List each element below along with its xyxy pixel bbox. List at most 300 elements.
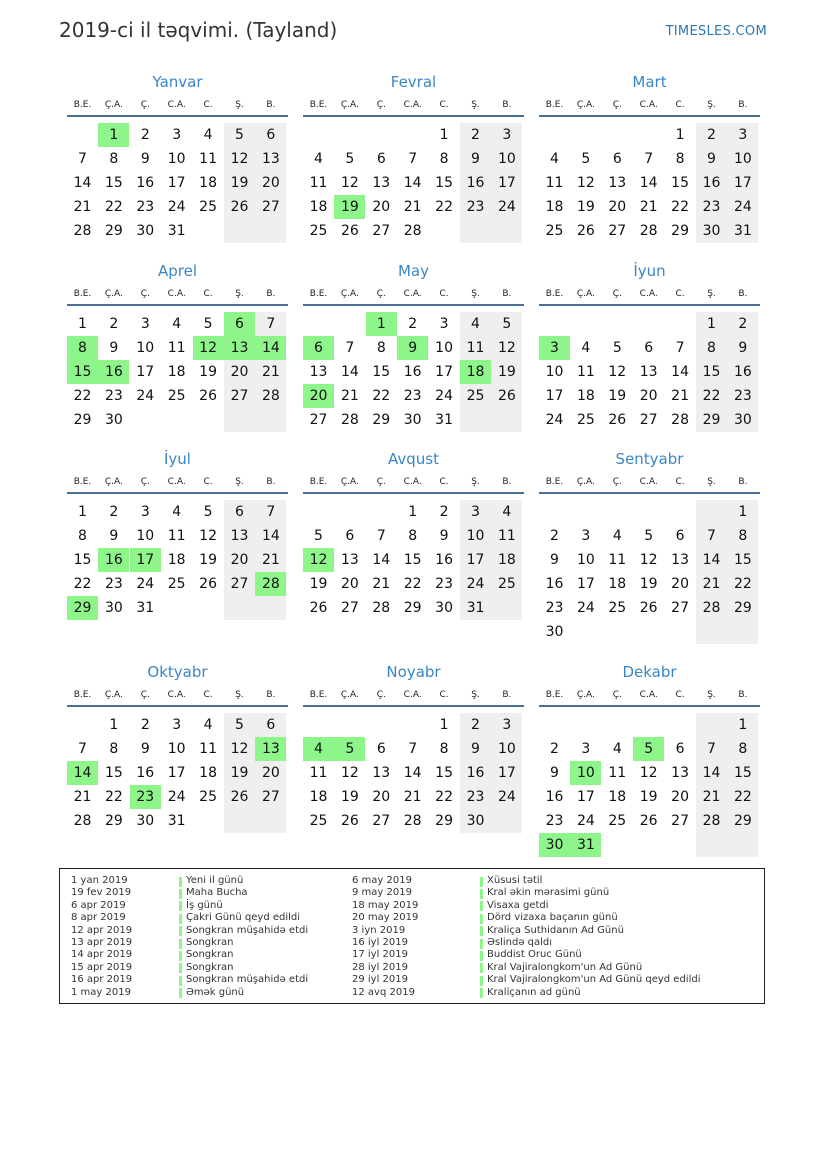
day-cell[interactable]: 10 (136, 528, 155, 544)
day-cell[interactable]: 29 (67, 596, 98, 620)
day-cell[interactable]: 15 (403, 552, 422, 568)
day-cell[interactable]: 29 (696, 408, 727, 432)
day-cell[interactable]: 4 (314, 151, 323, 167)
day-cell[interactable]: 31 (167, 223, 186, 239)
day-cell[interactable]: 5 (334, 737, 365, 761)
day-cell[interactable]: 1 (78, 504, 87, 520)
day-cell[interactable]: 16 (136, 765, 155, 781)
day-cell[interactable]: 14 (403, 175, 422, 191)
day-cell[interactable]: 7 (255, 312, 286, 336)
day-cell[interactable]: 30 (435, 600, 453, 616)
day-cell[interactable]: 31 (570, 833, 601, 857)
day-cell[interactable]: 3 (539, 336, 570, 360)
day-cell[interactable]: 5 (345, 151, 355, 167)
day-cell[interactable]: 23 (460, 785, 491, 809)
day-cell[interactable]: 23 (545, 813, 564, 829)
day-cell[interactable]: 6 (675, 528, 685, 544)
day-cell[interactable]: 7 (696, 737, 727, 761)
day-cell[interactable]: 15 (73, 552, 92, 568)
day-cell[interactable]: 16 (545, 576, 564, 592)
day-cell[interactable]: 21 (403, 199, 422, 215)
day-cell[interactable]: 2 (439, 504, 449, 520)
day-cell[interactable]: 17 (576, 576, 595, 592)
day-cell[interactable]: 24 (576, 813, 595, 829)
day-cell[interactable]: 2 (696, 123, 727, 147)
day-cell[interactable]: 8 (78, 528, 87, 544)
day-cell[interactable]: 17 (576, 789, 595, 805)
day-cell[interactable]: 2 (140, 127, 150, 143)
day-cell[interactable]: 17 (167, 765, 186, 781)
day-cell[interactable]: 6 (612, 151, 622, 167)
day-cell[interactable]: 31 (727, 219, 758, 243)
day-cell[interactable]: 5 (224, 123, 255, 147)
day-cell[interactable]: 2 (460, 713, 491, 737)
day-cell[interactable]: 7 (376, 528, 386, 544)
day-cell[interactable]: 21 (255, 548, 286, 572)
day-cell[interactable]: 23 (130, 785, 161, 809)
day-cell[interactable]: 28 (403, 813, 422, 829)
day-cell[interactable]: 13 (372, 765, 391, 781)
day-cell[interactable]: 10 (545, 364, 564, 380)
day-cell[interactable]: 19 (491, 360, 522, 384)
day-cell[interactable]: 22 (435, 199, 453, 215)
day-cell[interactable]: 15 (727, 761, 758, 785)
day-cell[interactable]: 29 (104, 813, 123, 829)
day-cell[interactable]: 20 (671, 789, 689, 805)
day-cell[interactable]: 24 (136, 388, 155, 404)
day-cell[interactable]: 26 (639, 813, 658, 829)
day-cell[interactable]: 19 (199, 552, 217, 568)
day-cell[interactable]: 13 (639, 364, 658, 380)
day-cell[interactable]: 9 (397, 336, 428, 360)
day-cell[interactable]: 15 (435, 765, 453, 781)
day-cell[interactable]: 24 (545, 412, 564, 428)
day-cell[interactable]: 24 (460, 572, 491, 596)
day-cell[interactable]: 15 (671, 175, 689, 191)
day-cell[interactable]: 18 (199, 765, 217, 781)
day-cell[interactable]: 29 (727, 596, 758, 620)
day-cell[interactable]: 23 (696, 195, 727, 219)
day-cell[interactable]: 13 (608, 175, 627, 191)
day-cell[interactable]: 19 (224, 761, 255, 785)
day-cell[interactable]: 10 (727, 147, 758, 171)
day-cell[interactable]: 9 (140, 151, 150, 167)
day-cell[interactable]: 30 (104, 412, 123, 428)
day-cell[interactable]: 4 (172, 316, 182, 332)
day-cell[interactable]: 3 (460, 500, 491, 524)
day-cell[interactable]: 16 (136, 175, 155, 191)
day-cell[interactable]: 29 (727, 809, 758, 833)
day-cell[interactable]: 2 (550, 528, 559, 544)
day-cell[interactable]: 28 (671, 412, 689, 428)
day-cell[interactable]: 21 (671, 388, 689, 404)
day-cell[interactable]: 22 (696, 384, 727, 408)
day-cell[interactable]: 14 (639, 175, 658, 191)
day-cell[interactable]: 24 (136, 576, 155, 592)
day-cell[interactable]: 8 (109, 741, 119, 757)
day-cell[interactable]: 24 (167, 199, 186, 215)
day-cell[interactable]: 10 (491, 737, 522, 761)
day-cell[interactable]: 7 (345, 340, 355, 356)
day-cell[interactable]: 18 (199, 175, 217, 191)
day-cell[interactable]: 13 (224, 524, 255, 548)
day-cell[interactable]: 4 (303, 737, 334, 761)
day-cell[interactable]: 9 (109, 340, 119, 356)
day-cell[interactable]: 28 (255, 384, 286, 408)
day-cell[interactable]: 27 (639, 412, 658, 428)
day-cell[interactable]: 18 (460, 360, 491, 384)
day-cell[interactable]: 18 (576, 388, 595, 404)
day-cell[interactable]: 21 (73, 789, 92, 805)
day-cell[interactable]: 22 (104, 789, 123, 805)
day-cell[interactable]: 23 (136, 199, 155, 215)
day-cell[interactable]: 25 (545, 223, 564, 239)
day-cell[interactable]: 6 (644, 340, 654, 356)
day-cell[interactable]: 12 (193, 336, 224, 360)
day-cell[interactable]: 9 (460, 737, 491, 761)
day-cell[interactable]: 16 (403, 364, 422, 380)
day-cell[interactable]: 1 (727, 500, 758, 524)
day-cell[interactable]: 12 (224, 147, 255, 171)
day-cell[interactable]: 17 (491, 761, 522, 785)
day-cell[interactable]: 19 (340, 789, 359, 805)
day-cell[interactable]: 23 (104, 388, 123, 404)
day-cell[interactable]: 25 (309, 813, 328, 829)
day-cell[interactable]: 12 (639, 552, 658, 568)
day-cell[interactable]: 9 (140, 741, 150, 757)
day-cell[interactable]: 5 (491, 312, 522, 336)
day-cell[interactable]: 26 (608, 412, 627, 428)
day-cell[interactable]: 6 (255, 123, 286, 147)
day-cell[interactable]: 16 (435, 552, 453, 568)
day-cell[interactable]: 8 (376, 340, 386, 356)
day-cell[interactable]: 7 (644, 151, 654, 167)
day-cell[interactable]: 22 (671, 199, 689, 215)
day-cell[interactable]: 31 (460, 596, 491, 620)
day-cell[interactable]: 22 (104, 199, 123, 215)
day-cell[interactable]: 4 (581, 340, 591, 356)
day-cell[interactable]: 12 (340, 175, 359, 191)
day-cell[interactable]: 28 (73, 223, 92, 239)
day-cell[interactable]: 13 (255, 737, 286, 761)
day-cell[interactable]: 14 (73, 175, 92, 191)
day-cell[interactable]: 15 (67, 360, 98, 384)
day-cell[interactable]: 7 (255, 500, 286, 524)
day-cell[interactable]: 11 (199, 151, 217, 167)
day-cell[interactable]: 12 (199, 528, 217, 544)
day-cell[interactable]: 7 (78, 151, 87, 167)
day-cell[interactable]: 6 (675, 741, 685, 757)
day-cell[interactable]: 23 (727, 384, 758, 408)
day-cell[interactable]: 28 (403, 223, 422, 239)
day-cell[interactable]: 22 (73, 388, 92, 404)
day-cell[interactable]: 30 (403, 412, 422, 428)
day-cell[interactable]: 14 (255, 524, 286, 548)
day-cell[interactable]: 9 (460, 147, 491, 171)
day-cell[interactable]: 17 (491, 171, 522, 195)
day-cell[interactable]: 22 (727, 572, 758, 596)
day-cell[interactable]: 4 (550, 151, 559, 167)
day-cell[interactable]: 27 (309, 412, 328, 428)
day-cell[interactable]: 2 (460, 123, 491, 147)
day-cell[interactable]: 25 (576, 412, 595, 428)
day-cell[interactable]: 5 (633, 737, 664, 761)
day-cell[interactable]: 25 (460, 384, 491, 408)
day-cell[interactable]: 5 (612, 340, 622, 356)
day-cell[interactable]: 8 (109, 151, 119, 167)
day-cell[interactable]: 3 (581, 528, 591, 544)
day-cell[interactable]: 23 (403, 388, 422, 404)
day-cell[interactable]: 8 (675, 151, 685, 167)
day-cell[interactable]: 21 (639, 199, 658, 215)
day-cell[interactable]: 4 (203, 717, 213, 733)
day-cell[interactable]: 12 (491, 336, 522, 360)
day-cell[interactable]: 5 (224, 713, 255, 737)
day-cell[interactable]: 4 (203, 127, 213, 143)
day-cell[interactable]: 13 (372, 175, 391, 191)
day-cell[interactable]: 8 (696, 336, 727, 360)
day-cell[interactable]: 24 (435, 388, 453, 404)
day-cell[interactable]: 20 (224, 360, 255, 384)
day-cell[interactable]: 15 (435, 175, 453, 191)
day-cell[interactable]: 8 (67, 336, 98, 360)
day-cell[interactable]: 30 (545, 624, 564, 640)
day-cell[interactable]: 27 (255, 785, 286, 809)
day-cell[interactable]: 29 (671, 223, 689, 239)
day-cell[interactable]: 4 (491, 500, 522, 524)
day-cell[interactable]: 15 (696, 360, 727, 384)
day-cell[interactable]: 3 (439, 316, 449, 332)
day-cell[interactable]: 6 (224, 500, 255, 524)
day-cell[interactable]: 3 (727, 123, 758, 147)
day-cell[interactable]: 28 (73, 813, 92, 829)
day-cell[interactable]: 14 (671, 364, 689, 380)
day-cell[interactable]: 5 (644, 528, 654, 544)
day-cell[interactable]: 3 (172, 717, 182, 733)
day-cell[interactable]: 29 (435, 813, 453, 829)
day-cell[interactable]: 14 (403, 765, 422, 781)
day-cell[interactable]: 10 (570, 761, 601, 785)
day-cell[interactable]: 14 (372, 552, 391, 568)
day-cell[interactable]: 16 (98, 360, 129, 384)
day-cell[interactable]: 10 (435, 340, 453, 356)
day-cell[interactable]: 14 (67, 761, 98, 785)
brand-link[interactable]: TIMESLES.COM (665, 24, 767, 39)
day-cell[interactable]: 8 (408, 528, 418, 544)
day-cell[interactable]: 6 (345, 528, 355, 544)
day-cell[interactable]: 13 (255, 147, 286, 171)
day-cell[interactable]: 28 (255, 572, 286, 596)
day-cell[interactable]: 9 (550, 552, 559, 568)
day-cell[interactable]: 10 (460, 524, 491, 548)
day-cell[interactable]: 23 (545, 600, 564, 616)
day-cell[interactable]: 24 (491, 195, 522, 219)
day-cell[interactable]: 1 (727, 713, 758, 737)
day-cell[interactable]: 5 (314, 528, 323, 544)
day-cell[interactable]: 14 (696, 548, 727, 572)
day-cell[interactable]: 11 (491, 524, 522, 548)
day-cell[interactable]: 1 (98, 123, 129, 147)
day-cell[interactable]: 26 (224, 785, 255, 809)
day-cell[interactable]: 4 (612, 528, 622, 544)
day-cell[interactable]: 20 (671, 576, 689, 592)
day-cell[interactable]: 25 (608, 813, 627, 829)
day-cell[interactable]: 9 (727, 336, 758, 360)
day-cell[interactable]: 6 (303, 336, 334, 360)
day-cell[interactable]: 10 (136, 340, 155, 356)
day-cell[interactable]: 16 (696, 171, 727, 195)
day-cell[interactable]: 1 (408, 504, 418, 520)
day-cell[interactable]: 30 (136, 813, 155, 829)
day-cell[interactable]: 23 (460, 195, 491, 219)
day-cell[interactable]: 27 (608, 223, 627, 239)
day-cell[interactable]: 16 (460, 171, 491, 195)
day-cell[interactable]: 6 (224, 312, 255, 336)
day-cell[interactable]: 4 (460, 312, 491, 336)
day-cell[interactable]: 22 (403, 576, 422, 592)
day-cell[interactable]: 27 (255, 195, 286, 219)
day-cell[interactable]: 30 (136, 223, 155, 239)
day-cell[interactable]: 8 (727, 737, 758, 761)
day-cell[interactable]: 2 (408, 316, 418, 332)
day-cell[interactable]: 20 (639, 388, 658, 404)
day-cell[interactable]: 26 (576, 223, 595, 239)
day-cell[interactable]: 19 (639, 789, 658, 805)
day-cell[interactable]: 3 (172, 127, 182, 143)
day-cell[interactable]: 27 (372, 223, 391, 239)
day-cell[interactable]: 19 (576, 199, 595, 215)
day-cell[interactable]: 14 (255, 336, 286, 360)
day-cell[interactable]: 26 (309, 600, 328, 616)
day-cell[interactable]: 1 (78, 316, 87, 332)
day-cell[interactable]: 3 (140, 504, 150, 520)
day-cell[interactable]: 8 (727, 524, 758, 548)
day-cell[interactable]: 11 (309, 765, 328, 781)
day-cell[interactable]: 19 (334, 195, 365, 219)
day-cell[interactable]: 8 (439, 151, 449, 167)
day-cell[interactable]: 28 (696, 809, 727, 833)
day-cell[interactable]: 20 (608, 199, 627, 215)
day-cell[interactable]: 25 (199, 789, 217, 805)
day-cell[interactable]: 27 (340, 600, 359, 616)
day-cell[interactable]: 13 (340, 552, 359, 568)
day-cell[interactable]: 26 (340, 223, 359, 239)
day-cell[interactable]: 30 (104, 600, 123, 616)
day-cell[interactable]: 14 (696, 761, 727, 785)
day-cell[interactable]: 14 (340, 364, 359, 380)
day-cell[interactable]: 12 (224, 737, 255, 761)
day-cell[interactable]: 25 (167, 576, 186, 592)
day-cell[interactable]: 17 (136, 364, 155, 380)
day-cell[interactable]: 20 (372, 789, 391, 805)
day-cell[interactable]: 10 (167, 741, 186, 757)
day-cell[interactable]: 20 (255, 171, 286, 195)
day-cell[interactable]: 7 (696, 524, 727, 548)
day-cell[interactable]: 18 (167, 552, 186, 568)
day-cell[interactable]: 17 (130, 548, 161, 572)
day-cell[interactable]: 28 (372, 600, 391, 616)
day-cell[interactable]: 20 (340, 576, 359, 592)
day-cell[interactable]: 3 (491, 713, 522, 737)
day-cell[interactable]: 7 (408, 741, 418, 757)
day-cell[interactable]: 21 (372, 576, 391, 592)
day-cell[interactable]: 7 (675, 340, 685, 356)
day-cell[interactable]: 21 (696, 572, 727, 596)
day-cell[interactable]: 31 (167, 813, 186, 829)
day-cell[interactable]: 20 (255, 761, 286, 785)
day-cell[interactable]: 24 (727, 195, 758, 219)
day-cell[interactable]: 1 (439, 717, 449, 733)
day-cell[interactable]: 25 (167, 388, 186, 404)
day-cell[interactable]: 11 (167, 340, 186, 356)
day-cell[interactable]: 22 (73, 576, 92, 592)
day-cell[interactable]: 11 (460, 336, 491, 360)
day-cell[interactable]: 25 (491, 572, 522, 596)
day-cell[interactable]: 15 (727, 548, 758, 572)
day-cell[interactable]: 31 (435, 412, 453, 428)
day-cell[interactable]: 3 (581, 741, 591, 757)
day-cell[interactable]: 8 (439, 741, 449, 757)
day-cell[interactable]: 1 (675, 127, 685, 143)
day-cell[interactable]: 3 (491, 123, 522, 147)
day-cell[interactable]: 9 (439, 528, 449, 544)
day-cell[interactable]: 3 (140, 316, 150, 332)
day-cell[interactable]: 26 (639, 600, 658, 616)
day-cell[interactable]: 19 (639, 576, 658, 592)
day-cell[interactable]: 16 (727, 360, 758, 384)
day-cell[interactable]: 11 (545, 175, 564, 191)
day-cell[interactable]: 20 (372, 199, 391, 215)
day-cell[interactable]: 21 (73, 199, 92, 215)
day-cell[interactable]: 5 (581, 151, 591, 167)
day-cell[interactable]: 16 (545, 789, 564, 805)
day-cell[interactable]: 11 (576, 364, 595, 380)
day-cell[interactable]: 25 (199, 199, 217, 215)
day-cell[interactable]: 27 (671, 813, 689, 829)
day-cell[interactable]: 12 (340, 765, 359, 781)
day-cell[interactable]: 19 (309, 576, 328, 592)
day-cell[interactable]: 2 (140, 717, 150, 733)
day-cell[interactable]: 9 (550, 765, 559, 781)
day-cell[interactable]: 11 (608, 765, 627, 781)
day-cell[interactable]: 16 (98, 548, 129, 572)
day-cell[interactable]: 26 (199, 388, 217, 404)
day-cell[interactable]: 12 (608, 364, 627, 380)
day-cell[interactable]: 17 (435, 364, 453, 380)
day-cell[interactable]: 22 (435, 789, 453, 805)
day-cell[interactable]: 10 (576, 552, 595, 568)
day-cell[interactable]: 18 (608, 789, 627, 805)
day-cell[interactable]: 2 (550, 741, 559, 757)
day-cell[interactable]: 23 (104, 576, 123, 592)
day-cell[interactable]: 1 (366, 312, 397, 336)
day-cell[interactable]: 13 (671, 765, 689, 781)
day-cell[interactable]: 23 (435, 576, 453, 592)
day-cell[interactable]: 1 (439, 127, 449, 143)
day-cell[interactable]: 31 (136, 600, 155, 616)
day-cell[interactable]: 24 (167, 789, 186, 805)
day-cell[interactable]: 22 (727, 785, 758, 809)
day-cell[interactable]: 28 (696, 596, 727, 620)
day-cell[interactable]: 10 (167, 151, 186, 167)
day-cell[interactable]: 6 (376, 741, 386, 757)
day-cell[interactable]: 30 (460, 809, 491, 833)
day-cell[interactable]: 5 (203, 316, 213, 332)
day-cell[interactable]: 17 (545, 388, 564, 404)
day-cell[interactable]: 21 (340, 388, 359, 404)
day-cell[interactable]: 18 (608, 576, 627, 592)
day-cell[interactable]: 27 (671, 600, 689, 616)
